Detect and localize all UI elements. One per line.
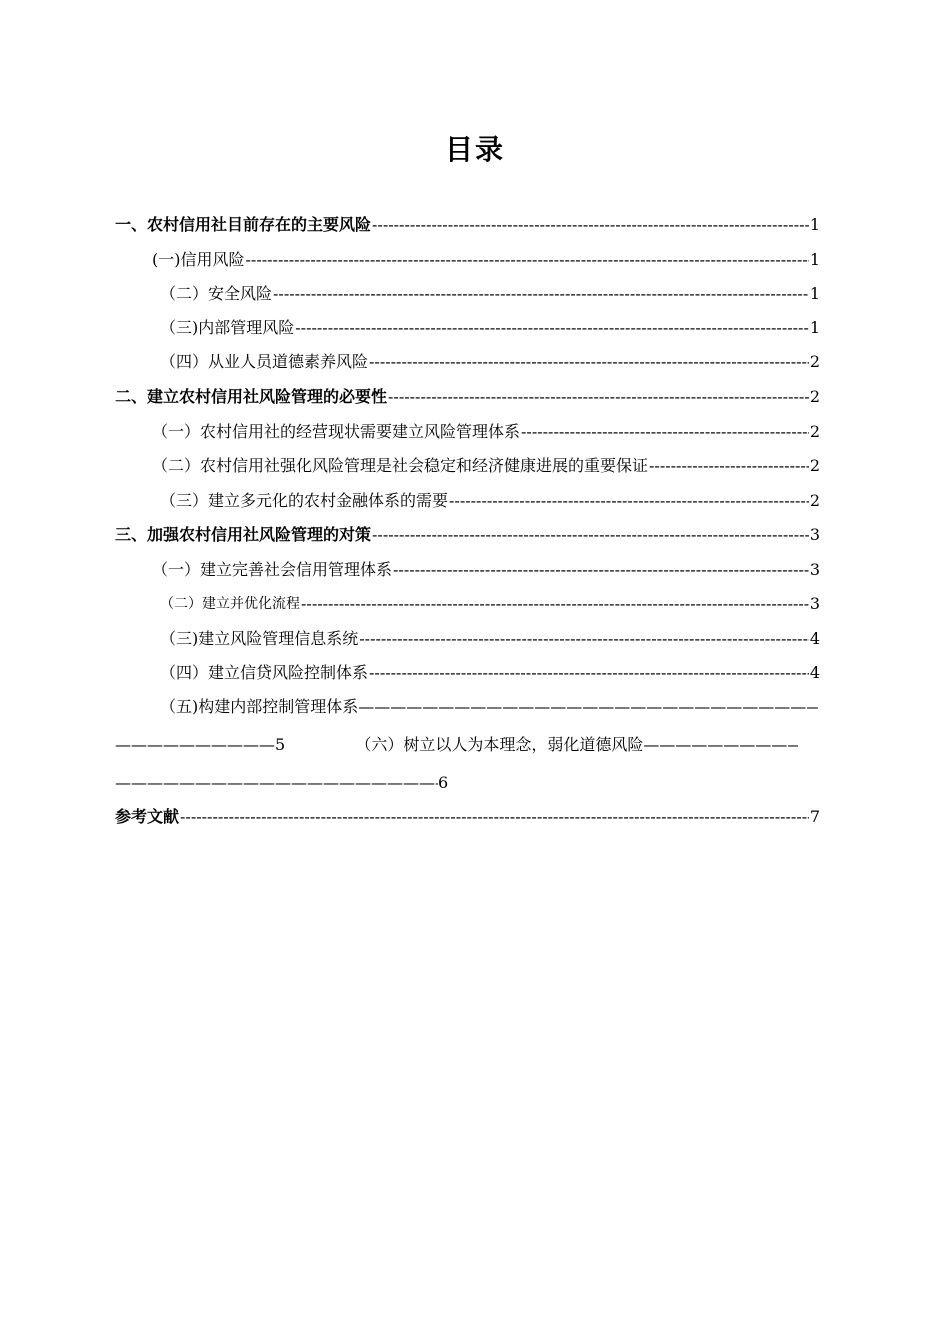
toc-leader: [115, 771, 438, 795]
toc-page-number: 2: [809, 422, 820, 441]
toc-leader: [180, 805, 809, 829]
toc-leader: [115, 733, 275, 757]
toc-page-number: 1: [809, 215, 820, 234]
toc-entry-title: （一）建立完善社会信用管理体系: [152, 560, 393, 579]
toc-entry[interactable]: [160, 316, 820, 340]
toc-entry-title: （四）从业人员道德素养风险: [160, 352, 369, 371]
toc-entry-title: 三、加强农村信用社风险管理的对策: [115, 525, 372, 544]
toc-page-number: 3: [809, 594, 820, 613]
toc-page-number: 5: [275, 735, 286, 754]
toc-entry[interactable]: [152, 420, 820, 444]
toc-entry-title: （一）农村信用社的经营现状需要建立风险管理体系: [152, 422, 521, 441]
toc-leader: [649, 454, 809, 478]
toc-page-number: 2: [809, 456, 820, 475]
toc-entry-title: （五)构建内部控制管理体系: [160, 697, 359, 716]
toc-entry[interactable]: [152, 558, 820, 582]
toc-entry[interactable]: [115, 771, 515, 795]
toc-entry-title: （三)建立风险管理信息系统: [160, 629, 359, 648]
toc-entry-title: 参考文献: [115, 807, 180, 826]
toc-entry[interactable]: [160, 489, 820, 513]
toc-leader: [369, 350, 809, 374]
toc-page-number: 7: [809, 807, 820, 826]
toc-entry[interactable]: [115, 385, 820, 409]
toc-entry-title: (一)信用风险: [152, 250, 245, 269]
toc-leader: [301, 592, 809, 616]
toc-page-number: 3: [809, 525, 820, 544]
toc-entry[interactable]: [160, 282, 820, 306]
toc-entry[interactable]: [115, 733, 840, 757]
toc-entry-title: （三)内部管理风险: [160, 318, 295, 337]
toc-page-number: 1: [809, 318, 820, 337]
toc-leader: [521, 420, 809, 444]
toc-leader: [246, 248, 809, 272]
toc-leader: [372, 213, 809, 237]
toc-entry[interactable]: [115, 805, 820, 829]
toc-entry[interactable]: [152, 248, 820, 272]
toc-page-number: 4: [809, 663, 820, 682]
toc-page-number: 3: [809, 560, 820, 579]
toc-page-number: 4: [809, 629, 820, 648]
toc-entry-title: （六）树立以人为本理念，弱化道德风险: [355, 735, 644, 754]
toc-entry[interactable]: [152, 454, 820, 478]
toc-page-number: 2: [809, 491, 820, 510]
toc-entry-title: （三）建立多元化的农村金融体系的需要: [160, 491, 449, 510]
toc-page-number: 2: [809, 352, 820, 371]
toc-leader: [388, 385, 809, 409]
toc-entry-title: （四）建立信贷风险控制体系: [160, 663, 369, 682]
page-title: 目录: [444, 133, 505, 166]
toc-entry[interactable]: [160, 592, 820, 616]
toc-leader: [643, 733, 798, 757]
toc-page-number: 6: [438, 773, 449, 792]
toc-entry[interactable]: [115, 213, 820, 237]
toc-entry-title: 二、建立农村信用社风险管理的必要性: [115, 387, 388, 406]
toc-entry[interactable]: [160, 350, 820, 374]
toc-entry[interactable]: [160, 661, 820, 685]
toc-entry[interactable]: [160, 627, 820, 651]
toc-leader: [359, 627, 809, 651]
toc-entry-title: （二）建立并优化流程: [160, 596, 300, 612]
toc-entry-title: （二）安全风险: [160, 284, 273, 303]
toc-page-number: 2: [809, 387, 820, 406]
toc-entry-title: （二）农村信用社强化风险管理是社会稳定和经济健康进展的重要保证: [152, 456, 649, 475]
toc-leader: [393, 558, 809, 582]
toc-leader: [295, 316, 809, 340]
toc-leader: [358, 695, 818, 719]
toc-leader: [369, 661, 809, 685]
toc-entry-title: 一、农村信用社目前存在的主要风险: [115, 215, 372, 234]
toc-entry[interactable]: [115, 523, 820, 547]
toc-leader: [273, 282, 809, 306]
toc-leader: [372, 523, 809, 547]
toc-page-number: 1: [809, 250, 820, 269]
toc-entry[interactable]: [160, 695, 832, 719]
toc-leader: [449, 489, 809, 513]
toc-page-number: 1: [809, 284, 820, 303]
